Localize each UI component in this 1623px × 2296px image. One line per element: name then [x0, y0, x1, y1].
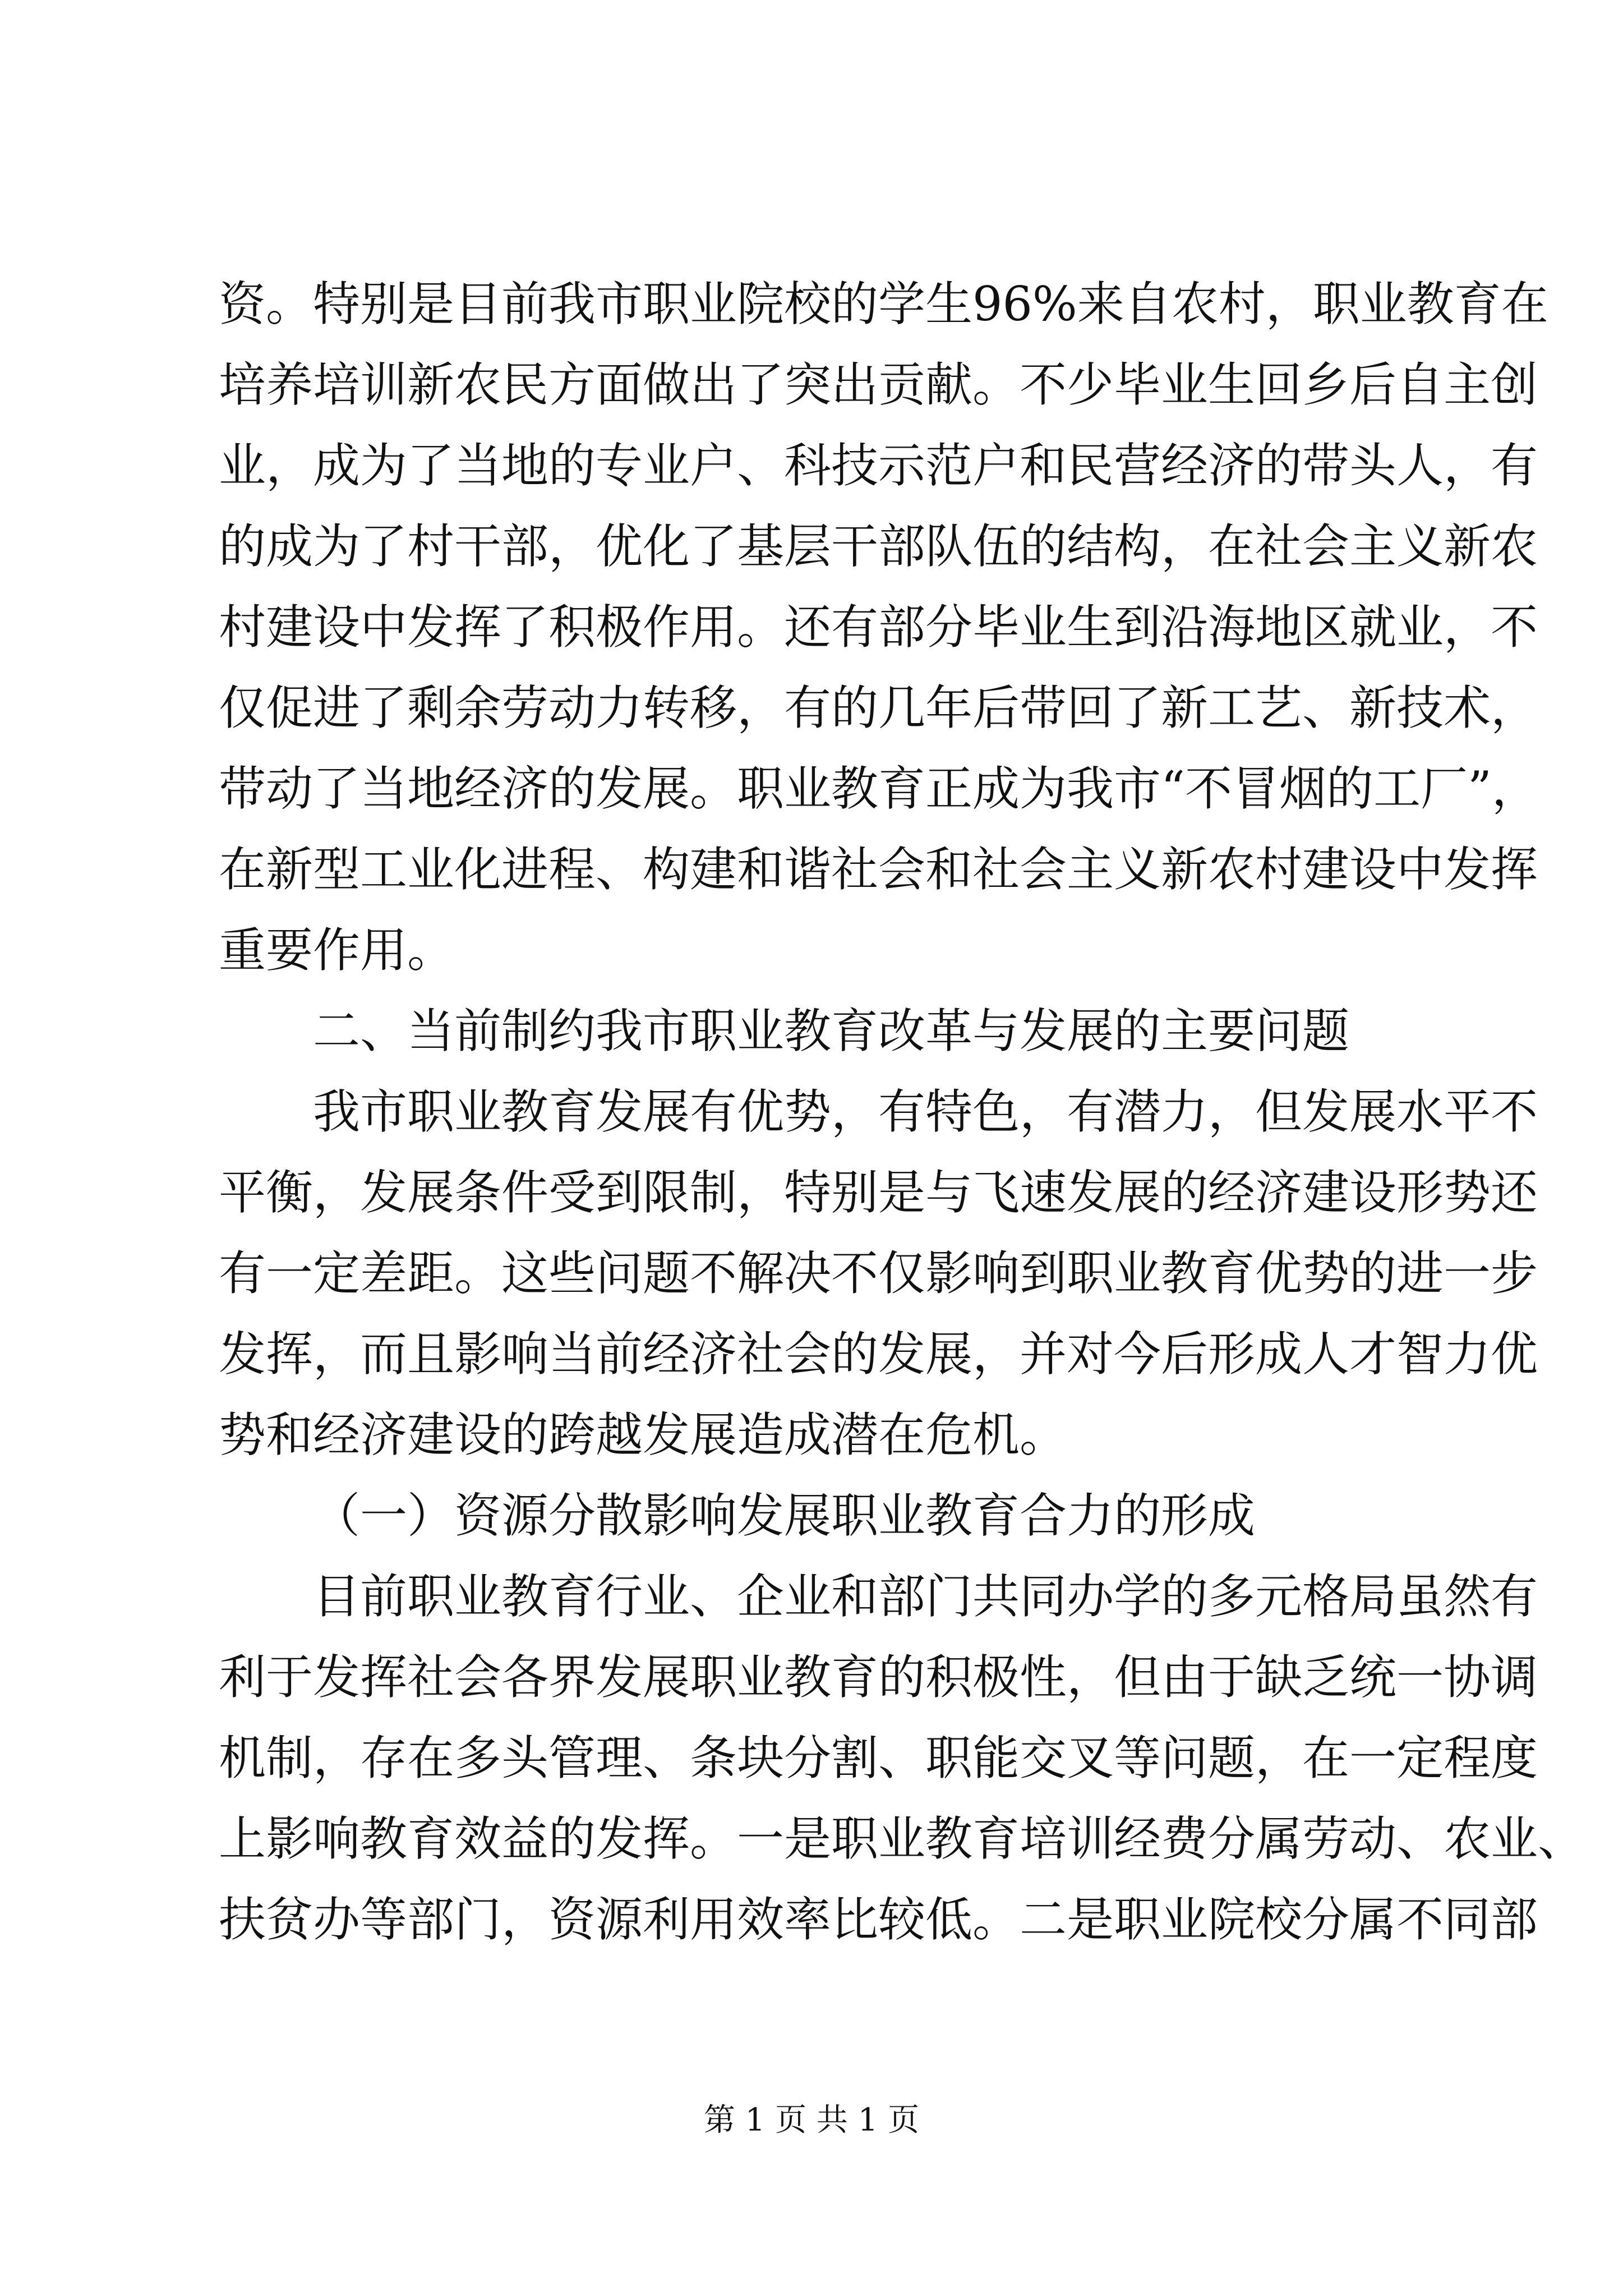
text-line: 带动了当地经济的发展。职业教育正成为我市“不冒烟的工厂”，: [219, 761, 1539, 816]
text-line: 机制，存在多头管理、条块分割、职能交叉等问题，在一定程度: [219, 1731, 1538, 1786]
text-line: 目前职业教育行业、企业和部门共同办学的多元格局虽然有: [313, 1569, 1538, 1624]
text-line: 利于发挥社会各界发展职业教育的积极性，但由于缺乏统一协调: [219, 1650, 1538, 1705]
text-line: 扶贫办等部门，资源利用效率比较低。二是职业院校分属不同部: [219, 1892, 1538, 1947]
text-line: 资。特别是目前我市职业院校的学生96%来自农村，职业教育在: [219, 277, 1548, 332]
section-heading: 二、当前制约我市职业教育改革与发展的主要问题: [313, 1004, 1350, 1059]
text-line: 村建设中发挥了积极作用。还有部分毕业生到沿海地区就业，不: [219, 600, 1538, 655]
subsection-heading: （一）资源分散影响发展职业教育合力的形成: [313, 1488, 1256, 1543]
body-text: [219, 264, 1585, 1960]
text-line: 在新型工业化进程、构建和谐社会和社会主义新农村建设中发挥: [219, 842, 1538, 897]
text-line: 势和经济建设的跨越发展造成潜在危机。: [219, 1407, 1067, 1462]
text-line: 上影响教育效益的发挥。一是职业教育培训经费分属劳动、农业、: [219, 1811, 1585, 1866]
text-line: 我市职业教育发展有优势，有特色，有潜力，但发展水平不: [313, 1084, 1538, 1139]
text-line: 有一定差距。这些问题不解决不仅影响到职业教育优势的进一步: [219, 1246, 1538, 1301]
text-line: 仅促进了剩余劳动力转移，有的几年后带回了新工艺、新技术，: [219, 680, 1538, 735]
text-line: 重要作用。: [219, 923, 455, 978]
text-line: 业，成为了当地的专业户、科技示范户和民营经济的带头人，有: [219, 438, 1538, 493]
text-line: 平衡，发展条件受到限制，特别是与飞速发展的经济建设形势还: [219, 1165, 1538, 1220]
text-line: 培养培训新农民方面做出了突出贡献。不少毕业生回乡后自主创: [219, 357, 1538, 412]
page-footer: 第 1 页 共 1 页: [703, 2102, 920, 2138]
text-line: 的成为了村干部，优化了基层干部队伍的结构，在社会主义新农: [219, 519, 1538, 574]
text-line: 发挥，而且影响当前经济社会的发展，并对今后形成人才智力优: [219, 1327, 1538, 1382]
